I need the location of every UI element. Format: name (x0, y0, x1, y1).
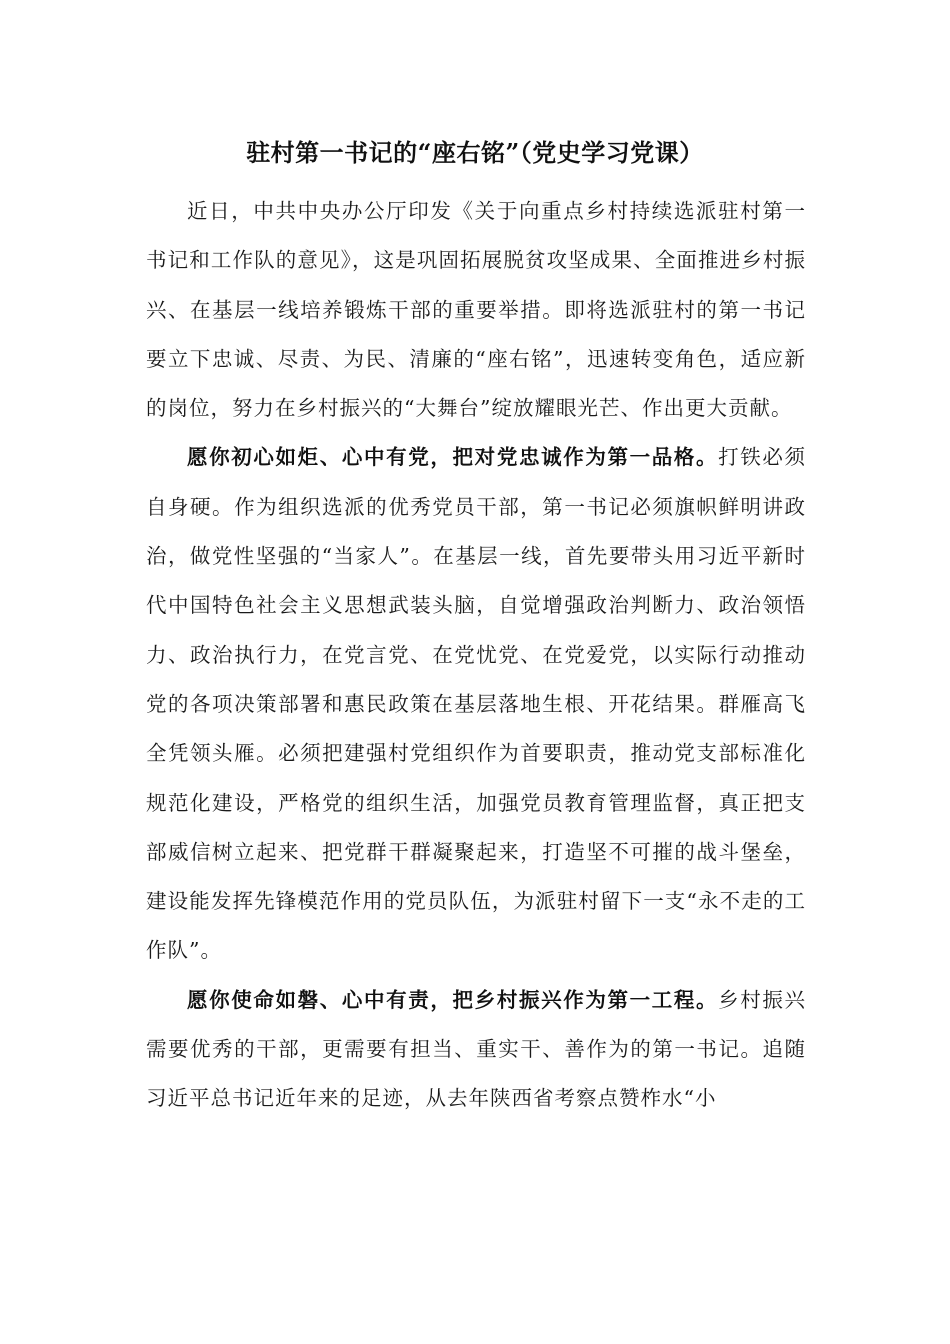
paragraph-lead: 愿你初心如炬、心中有党，把对党忠诚作为第一品格。 (187, 445, 719, 470)
document-title: 驻村第一书记的“座右铭”（党史学习党课） (246, 138, 704, 167)
paragraph-text: 打铁必须自身硬。作为组织选派的优秀党员干部，第一书记必须旗帜鲜明讲政治，做党性坚强的“当家人”。在基层一线，首先要带头用习近平新时代中国特色社会主义思想武装头脑，自觉增强政治判断力、政治领悟力、政治执行力，在党言党、在党忧党、在党爱党，以实际行动推动党的各项决策部署和惠民政策在基层落地生根、开花结果。群雁高飞全凭领头雁。必须把建强村党组织作为首要职责，推动党支部标准化规范化建设，严格党的组织生活，加强党员教育管理监督，真正把支部威信树立起来、把党群干群凝聚起来，打造坚不可摧的战斗堡垒，建设能发挥先锋模范作用的党员队伍，为派驻村留下一支“永不走的工作队”。 (146, 445, 807, 963)
document-body (146, 187, 806, 1124)
paragraph-lead: 愿你使命如磐、心中有责，把乡村振兴作为第一工程。 (187, 987, 719, 1012)
paragraph-loyalty (146, 433, 806, 975)
paragraph-mission (146, 976, 806, 1124)
paragraph-text: 乡村振兴需要优秀的干部，更需要有担当、重实干、善作为的第一书记。追随习近平总书记近年来的足迹，从去年陕西省考察点赞柞水“小 (146, 987, 807, 1111)
paragraph-text: 近日，中共中央办公厅印发《关于向重点乡村持续选派驻村第一书记和工作队的意见》，这是巩固拓展脱贫攻坚成果、全面推进乡村振兴、在基层一线培养锻炼干部的重要举措。即将选派驻村的第一书记要立下忠诚、尽责、为民、清廉的“座右铭”，迅速转变角色，适应新的岗位，努力在乡村振兴的“大舞台”绽放耀眼光芒、作出更大贡献。 (146, 199, 806, 421)
paragraph-intro (146, 187, 806, 433)
